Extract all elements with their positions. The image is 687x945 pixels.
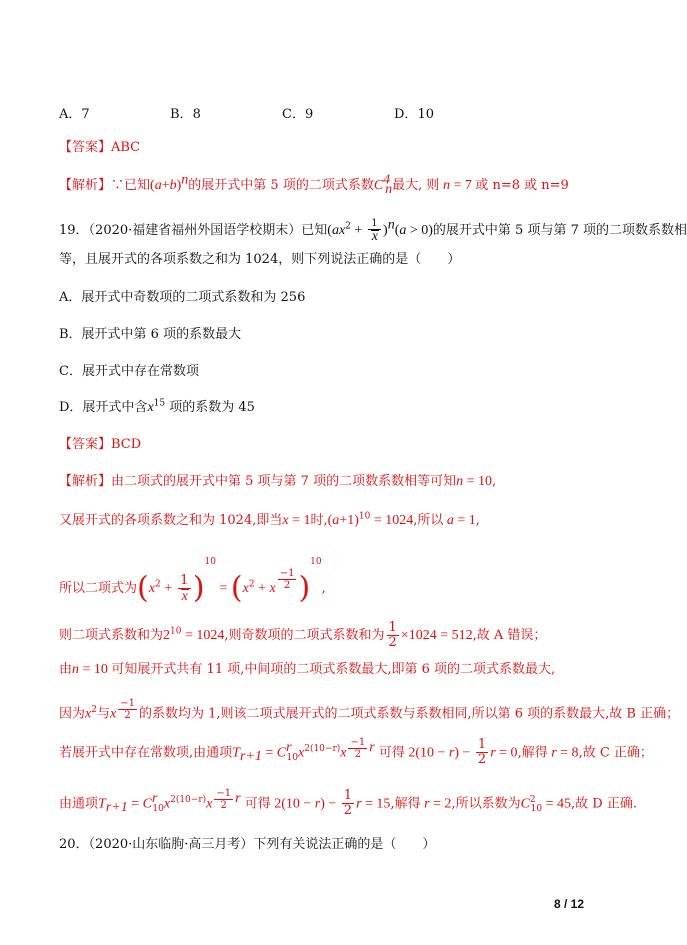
option-prev-d: D．10 — [394, 107, 434, 122]
analysis-19-line8: 由通项$T_{r+1} = C^r_{10}x^{2(10-r)}x$ $^{\frac{-1}{2} r}$ 可得 2(10 − r) − $\frac{1}{2}$ r = 15,解得 r = 2,所以系数为$C^2_{10} = 45$,故 D 正确. — [59, 788, 637, 819]
analysis-19-line5: 由n = 10 可知展开式共有 11 项,中间项的二项式系数最大,即第 6 项的二项式系数最大, — [59, 662, 556, 677]
option-prev-c: C．9 — [282, 107, 314, 122]
analysis-prev: 【解析】∵已知$(a+b)^n$的展开式中第 5 项的二项式系数$C^4_n$最大, 则 n = 7 或 n=8 或 n=9 — [59, 172, 569, 197]
analysis-19-line7: 若展开式中存在常数项,由通项$T_{r+1} = C^r_{10}x^{2(10-r)}x$ $^{\frac{-1}{2} r}$ 可得 2(10 − r) − $\frac{1}{2}$ r = 0,解得 r = 8,故 C 正确； — [59, 737, 653, 768]
analysis-19-line1: 【解析】由二项式的展开式中第 5 项与第 7 项的二项数系数相等可知n = 10, — [59, 474, 497, 489]
page-number: 8 / 12 — [553, 897, 584, 911]
option-prev-b: B．8 — [170, 107, 201, 122]
q19-option-b: B．展开式中第 6 项的系数最大 — [59, 327, 242, 342]
q19-stem-line1: 19．（2020·福建省福州外国语学校期末）已知($ax^2$ + $\frac{1}{x}$ )$^n$(a > 0)的展开式中第 5 项与第 7 项的二项数系数相 — [59, 217, 687, 244]
q20-stem: 20．（2020·山东临朐·高三月考）下列有关说法正确的是（ ） — [59, 837, 436, 852]
q19-option-a: A．展开式中奇数项的二项式系数和为 256 — [59, 290, 306, 305]
answer-prev: 【答案】ABC — [59, 140, 141, 155]
q19-option-d: D．展开式中含$x^{15}$ 项的系数为 45 — [59, 398, 255, 415]
answer-19: 【答案】BCD — [59, 437, 142, 452]
analysis-19-line4: 则二项式系数和为$2^{10} = 1024$,则奇数项的二项式系数和为 $\frac{1}{2}$ ×1024 = 512,故 A 错误； — [59, 620, 547, 650]
option-prev-a: A．7 — [59, 107, 90, 122]
analysis-19-line2: 又展开式的各项系数之和为 1024,即当x = 1时$,(a+1)^{10} = 1024$,所以 a = 1, — [59, 511, 480, 528]
analysis-19-line3: 所以二项式为($x^2$ + $\frac{1}{x}$ )$^{10} = (x^2 + x$ $^{\frac{-1}{2}}$ )$^{10}$, — [59, 557, 326, 606]
analysis-19-line6: 因为$x^2$与x $^{\frac{-1}{2}}$ 的系数均为 1,则该二项式展开式的二项式系数与系数相同,所以第 6 项的系数最大,故 B 正确； — [59, 698, 680, 722]
q19-stem-line2: 等，且展开式的各项系数之和为 1024，则下列说法正确的是（ ） — [59, 252, 461, 267]
q19-option-c: C．展开式中存在常数项 — [59, 364, 199, 379]
